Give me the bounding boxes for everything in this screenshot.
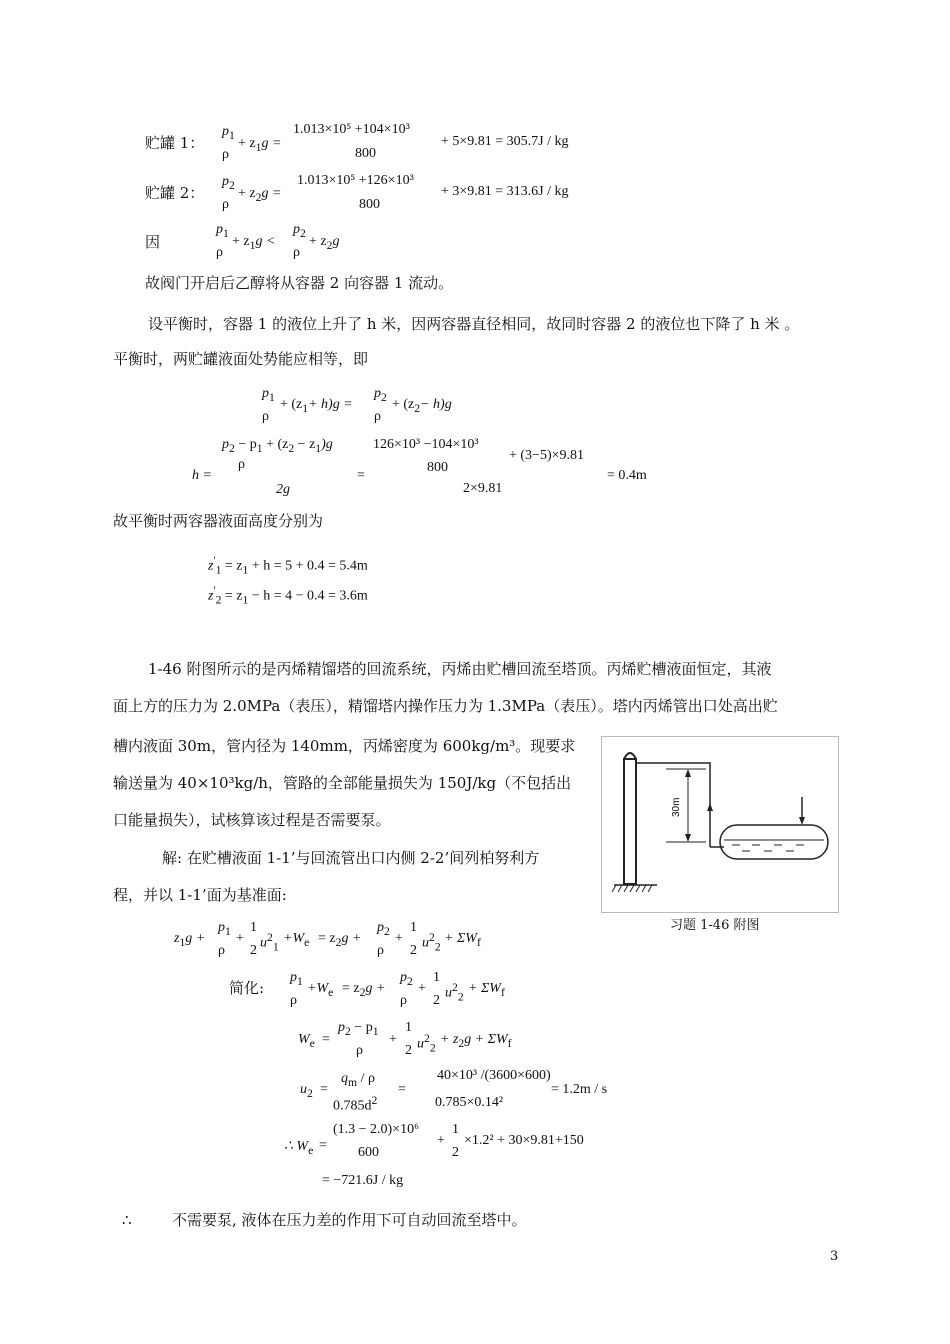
balance-p2: $p_2$	[374, 386, 387, 404]
tank2-numerator: 1.013×10⁵ +126×10³	[297, 173, 414, 188]
bern-z1g: $z_1g$ +	[174, 931, 206, 949]
tank1-denominator: 800	[355, 146, 376, 161]
final-plus: +	[437, 1133, 445, 1148]
balance-rho2: ρ	[374, 409, 381, 424]
we-equals: =	[322, 1032, 330, 1047]
we-plus: +	[389, 1032, 397, 1047]
text-flow-direction: 故阀门开启后乙醇将从容器 2 向容器 1 流动。	[145, 274, 454, 292]
tank1-rho: ρ	[222, 147, 229, 162]
we-label: $W_e$	[298, 1032, 315, 1050]
problem-line-4: 输送量为 40×10³kg/h，管路的全部能量损失为 150J/kg（不包括出	[113, 774, 572, 792]
h-denominator: 2g	[276, 482, 290, 497]
final-we-label: ∴ $W_e$	[284, 1139, 314, 1157]
storage-tank	[720, 825, 828, 859]
compare-rho2: ρ	[293, 245, 300, 260]
simp-half-den: 2	[433, 993, 440, 1008]
h-right-800: 800	[427, 460, 448, 475]
bern-p1: $p_1$	[218, 920, 231, 938]
compare-p1: $p_1$	[216, 222, 229, 240]
u2-label: $u_2$	[300, 1082, 313, 1100]
figure-reflux-system	[601, 736, 839, 913]
h-right-mid: + (3−5)×9.81	[509, 448, 585, 463]
u2-numerator: $q_m$ / ρ	[341, 1071, 375, 1089]
final-equals: =	[319, 1138, 327, 1153]
final-result: = −721.6J / kg	[322, 1173, 404, 1188]
compare-label: 因	[145, 233, 161, 251]
problem-line-1: 1-46 附图所示的是丙烯精馏塔的回流系统，丙烯由贮槽回流至塔顶。丙烯贮槽液面恒定，其液	[148, 660, 772, 678]
tank2-result: + 3×9.81 = 313.6J / kg	[441, 184, 569, 199]
tank2-p: $p_2$	[222, 174, 235, 192]
final-rest: ×1.2² + 30×9.81+150	[464, 1133, 584, 1148]
balance-lhs: + $(z_1+ h)g$ =	[280, 397, 353, 415]
h-equals: =	[357, 468, 365, 483]
compare-rho1: ρ	[216, 245, 223, 260]
h-right-denominator: 2×9.81	[463, 481, 503, 496]
we-numerator: $p_2 - p_1$	[338, 1020, 379, 1038]
final-half-num: 1	[452, 1122, 459, 1137]
text-assumption: 设平衡时，容器 1 的液位上升了 h 米，因两容器直径相同，故同时容器 2 的液位也下降了 h 米 。	[148, 315, 800, 333]
figure-diagram	[602, 737, 838, 912]
simp-p1: $p_1$	[290, 970, 303, 988]
text-final-levels: 故平衡时两容器液面高度分别为	[113, 512, 324, 530]
simp-rho2: ρ	[400, 993, 407, 1008]
z2-prime-eq: $z'_2 = z_1 - h = 4 - 0.4 = 3.6m$	[208, 584, 368, 607]
height-label: 30m	[671, 797, 682, 817]
bern-losses: + $\Sigma W_f$	[444, 931, 481, 949]
u2-denominator: $0.785d^2$	[333, 1094, 378, 1114]
solution-basis: 程，并以 1-1’面为基准面:	[113, 886, 287, 904]
u2-equals: =	[320, 1082, 328, 1097]
tank2-denominator: 800	[359, 197, 380, 212]
conclusion-therefore: ∴	[122, 1211, 132, 1229]
final-numerator: (1.3 − 2.0)×10⁶	[333, 1122, 419, 1137]
text-equal-potential: 平衡时，两贮罐液面处势能应相等，即	[113, 350, 369, 368]
page-number: 3	[830, 1249, 839, 1264]
simp-u2: $u^2_2$	[445, 981, 464, 1004]
simp-rho1: ρ	[290, 993, 297, 1008]
tank1-p: $p_1$	[222, 124, 235, 142]
we-rest: + $z_2g + \Sigma W_f$	[440, 1032, 512, 1050]
bern-plus2: +	[395, 931, 403, 946]
figure-caption: 习题 1-46 附图	[670, 918, 760, 933]
bern-rho1: ρ	[218, 943, 225, 958]
h-rho: ρ	[238, 457, 245, 472]
bern-half1-num: 1	[250, 920, 257, 935]
tank1-numerator: 1.013×10⁵ +104×10³	[293, 122, 410, 137]
u2-right-denominator: 0.785×0.14²	[435, 1095, 504, 1110]
tank2-rho: ρ	[222, 197, 229, 212]
bern-half2-den: 2	[410, 943, 417, 958]
problem-line-2: 面上方的压力为 2.0MPa（表压），精馏塔内操作压力为 1.3MPa（表压）。塔内丙烯管出口处高出贮	[113, 697, 778, 715]
tank1-z: + $z_1g$ =	[238, 136, 282, 154]
simplify-label: 简化:	[229, 979, 265, 997]
simp-p2: $p_2$	[400, 970, 413, 988]
bern-we: $+W_e$	[283, 931, 310, 949]
simp-losses: + $\Sigma W_f$	[468, 981, 505, 999]
conclusion-text: 不需要泵, 液体在压力差的作用下可自动回流至塔中。	[172, 1211, 527, 1229]
h-result: = 0.4m	[607, 468, 647, 483]
tank2-label: 贮罐 2：	[145, 184, 205, 202]
bern-plus1: +	[236, 931, 244, 946]
bern-half2-num: 1	[410, 920, 417, 935]
z1-prime-eq: $z'_1 = z_1 + h = 5 + 0.4 = 5.4m$	[208, 554, 368, 577]
balance-rho1: ρ	[262, 409, 269, 424]
u2-right-numerator: 40×10³ /(3600×600)	[437, 1068, 551, 1083]
compare-rhs: + $z_2g$	[309, 234, 340, 252]
simp-half-num: 1	[433, 970, 440, 985]
bern-u2: $u^2_2$	[422, 931, 441, 954]
simp-plus: +	[418, 981, 426, 996]
simp-z2g: = $z_2g$ +	[342, 981, 386, 999]
final-half-den: 2	[452, 1145, 459, 1160]
bern-u1: $u^2_1$	[260, 931, 279, 954]
h-numerator: $p_2 - p_1 + (z_2 - z_1)g$	[222, 437, 333, 455]
problem-line-3: 槽内液面 30m，管内径为 140mm，丙烯密度为 600kg/m³。现要求	[113, 737, 576, 755]
final-denominator: 600	[358, 1145, 379, 1160]
u2-result: = 1.2m / s	[551, 1082, 608, 1097]
balance-p1: $p_1$	[262, 386, 275, 404]
problem-line-5: 口能量损失），试核算该过程是否需要泵。	[113, 811, 391, 829]
compare-lhs: + $z_1g$ <	[232, 234, 276, 252]
tank2-z: + $z_2g$ =	[238, 186, 282, 204]
solution-intro: 解: 在贮槽液面 1-1’与回流管出口内侧 2-2’间列柏努利方	[162, 849, 540, 867]
simp-we: $+W_e$	[307, 981, 334, 999]
bern-rho2: ρ	[377, 943, 384, 958]
bern-p2: $p_2$	[377, 920, 390, 938]
we-half-den: 2	[405, 1043, 412, 1058]
we-u2: $u^2_2$	[417, 1032, 436, 1055]
distillation-column	[624, 759, 636, 884]
we-half-num: 1	[405, 1020, 412, 1035]
bern-z2g: = $z_2g$ +	[318, 931, 362, 949]
tank1-result: + 5×9.81 = 305.7J / kg	[441, 134, 569, 149]
balance-rhs: + $(z_2- h)g$	[392, 397, 452, 415]
u2-equals2: =	[398, 1082, 406, 1097]
h-right-numerator: 126×10³ −104×10³	[373, 437, 479, 452]
compare-p2: $p_2$	[293, 222, 306, 240]
tank1-label: 贮罐 1：	[145, 134, 205, 152]
we-rho: ρ	[356, 1043, 363, 1058]
h-label: h =	[192, 468, 212, 483]
bern-half1-den: 2	[250, 943, 257, 958]
